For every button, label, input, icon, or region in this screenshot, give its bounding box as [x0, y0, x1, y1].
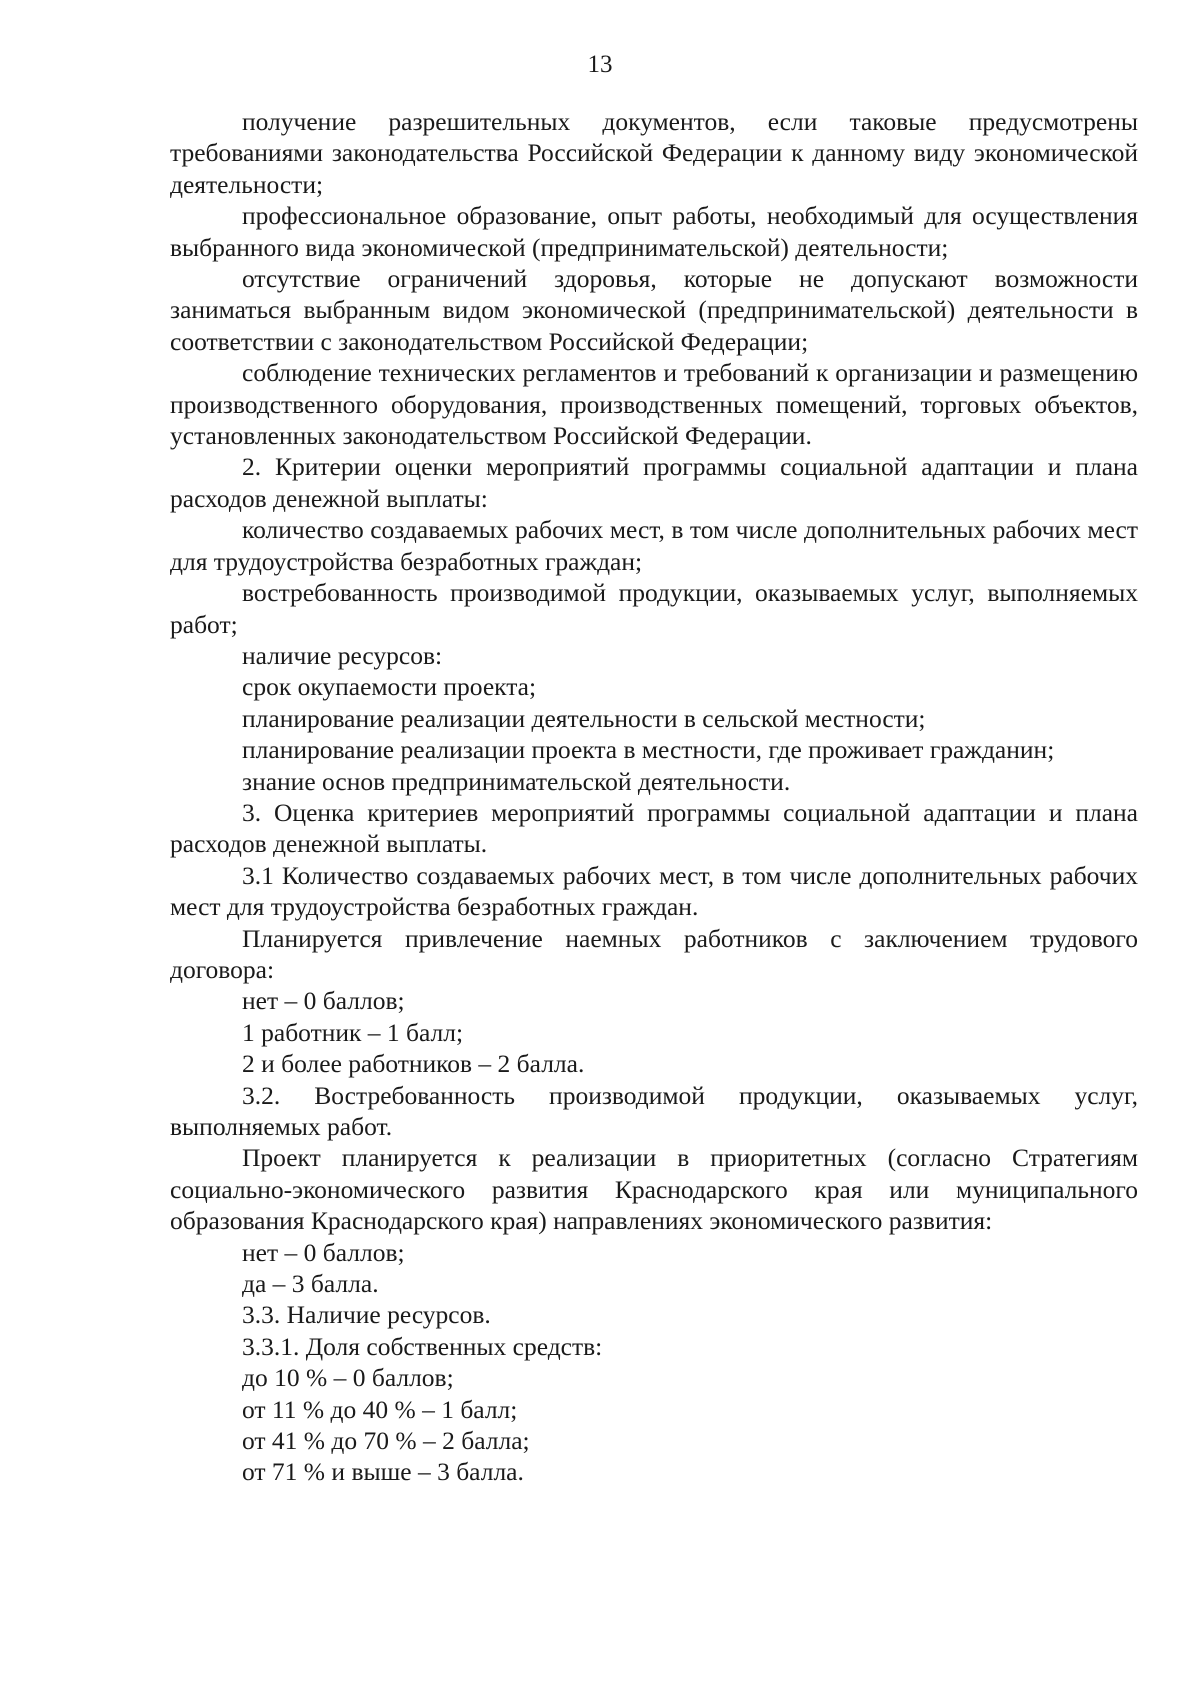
paragraph: от 11 % до 40 % – 1 балл; [242, 1394, 518, 1424]
paragraph: количество создаваемых рабочих мест, в том числе дополнительных рабочих мест для трудоустройства безработных граждан; [170, 515, 1138, 576]
paragraph: 2 и более работников – 2 балла. [242, 1049, 585, 1079]
paragraph: да – 3 балла. [242, 1269, 379, 1299]
paragraph: от 41 % до 70 % – 2 балла; [242, 1426, 530, 1456]
page-number: 13 [587, 51, 613, 78]
paragraph: нет – 0 баллов; [242, 1237, 405, 1267]
paragraph: нет – 0 баллов; [242, 986, 405, 1016]
paragraph: знание основ предпринимательской деятельности. [242, 766, 791, 796]
paragraph: 3.3. Наличие ресурсов. [242, 1300, 491, 1330]
paragraph: Планируется привлечение наемных работников с заключением трудового договора: [170, 923, 1138, 984]
document-body [170, 106, 1138, 1488]
paragraph: 2. Критерии оценки мероприятий программы социальной адаптации и плана расходов денежной выплаты: [170, 452, 1138, 513]
paragraph: планирование реализации проекта в местности, где проживает гражданин; [242, 735, 1055, 765]
paragraph: 3.2. Востребованность производимой продукции, оказываемых услуг, выполняемых работ. [170, 1080, 1138, 1141]
paragraph: от 71 % и выше – 3 балла. [242, 1457, 524, 1487]
paragraph: профессиональное образование, опыт работы, необходимый для осуществления выбранного вида экономической (предпринимательской) деятельности; [170, 201, 1138, 262]
paragraph: востребованность производимой продукции, оказываемых услуг, выполняемых работ; [170, 578, 1138, 639]
paragraph: 3.3.1. Доля собственных средств: [242, 1331, 603, 1361]
paragraph: 1 работник – 1 балл; [242, 1017, 464, 1047]
paragraph: Проект планируется к реализации в приоритетных (согласно Стратегиям социально-экономического развития Краснодарского края или муниципального образования Краснодарского края) направлениях экономического развития: [170, 1143, 1138, 1236]
paragraph: наличие ресурсов: [242, 640, 443, 670]
paragraph: получение разрешительных документов, если таковые предусмотрены требованиями законодательства Российской Федерации к данному виду экономической деятельности; [170, 107, 1138, 199]
paragraph: до 10 % – 0 баллов; [242, 1363, 454, 1393]
paragraph: 3. Оценка критериев мероприятий программы социальной адаптации и плана расходов денежной выплаты. [170, 797, 1138, 859]
paragraph: соблюдение технических регламентов и требований к организации и размещению производственного оборудования, производственных помещений, торговых объектов, установленных законодательством Российской Федерации. [170, 358, 1138, 451]
paragraph: отсутствие ограничений здоровья, которые не допускают возможности заниматься выбранным видом экономической (предпринимательской) деятельности в соответствии с законодательством Российской Федерации; [170, 264, 1138, 356]
paragraph: 3.1 Количество создаваемых рабочих мест, в том числе дополнительных рабочих мест для трудоустройства безработных граждан. [170, 860, 1138, 922]
paragraph: срок окупаемости проекта; [242, 672, 537, 702]
paragraph: планирование реализации деятельности в сельской местности; [242, 703, 926, 733]
